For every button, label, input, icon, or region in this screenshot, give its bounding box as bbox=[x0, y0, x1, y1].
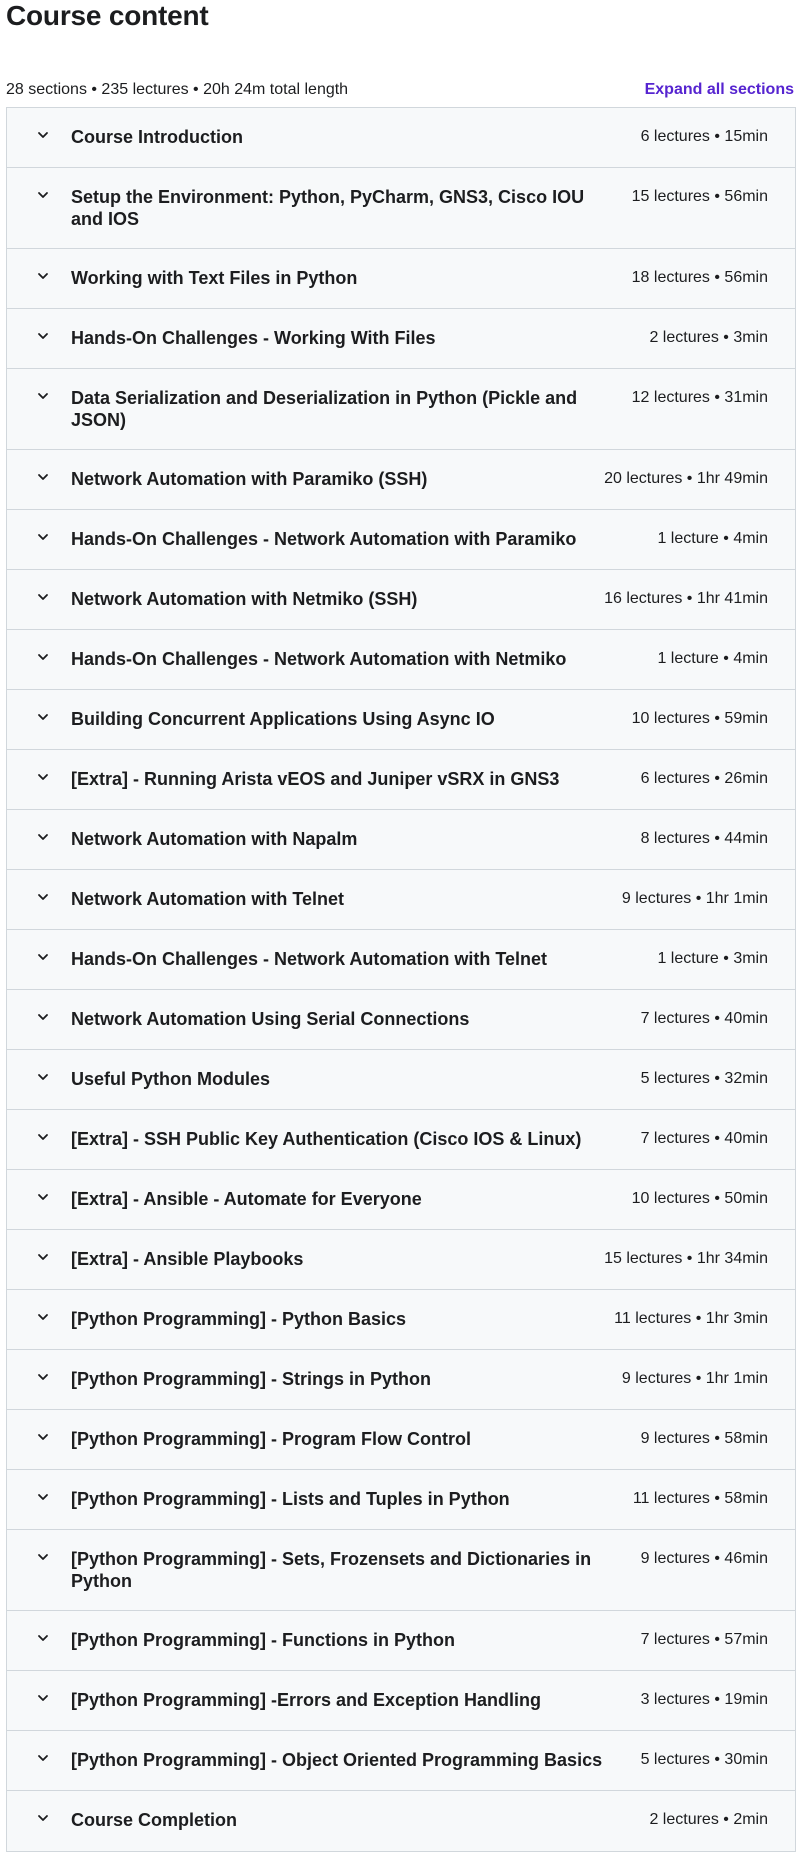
chevron-down-icon[interactable] bbox=[37, 330, 49, 342]
page-title: Course content bbox=[6, 0, 209, 31]
chevron-down-icon[interactable] bbox=[37, 1131, 49, 1143]
section-header[interactable] bbox=[7, 870, 795, 930]
section-header[interactable] bbox=[7, 1110, 795, 1170]
section-header[interactable] bbox=[7, 369, 795, 450]
chevron-down-icon[interactable] bbox=[37, 831, 49, 843]
chevron-down-icon[interactable] bbox=[37, 591, 49, 603]
chevron-down-icon[interactable] bbox=[37, 270, 49, 282]
section-header[interactable] bbox=[7, 1350, 795, 1410]
section-header[interactable] bbox=[7, 1671, 795, 1731]
chevron-down-icon[interactable] bbox=[37, 1491, 49, 1503]
chevron-down-icon[interactable] bbox=[37, 1311, 49, 1323]
section-header[interactable] bbox=[7, 450, 795, 510]
section-title: [Python Programming] - Strings in Python bbox=[71, 1369, 431, 1389]
chevron-down-icon[interactable] bbox=[37, 1812, 49, 1824]
section-title: Hands-On Challenges - Network Automation with Netmiko bbox=[71, 649, 567, 669]
section-meta: 6 lectures • 15min bbox=[640, 128, 768, 145]
section-meta: 15 lectures • 1hr 34min bbox=[604, 1250, 768, 1267]
course-summary-bar bbox=[6, 73, 800, 107]
section-header[interactable] bbox=[7, 990, 795, 1050]
section-title: [Python Programming] - Object Oriented Programming Basics bbox=[71, 1750, 603, 1770]
section-meta: 9 lectures • 1hr 1min bbox=[621, 890, 768, 907]
section-meta: 8 lectures • 44min bbox=[640, 830, 768, 847]
section-title: [Python Programming] - Python Basics bbox=[71, 1309, 407, 1329]
section-header[interactable] bbox=[7, 1791, 795, 1851]
section-title: Hands-On Challenges - Network Automation with Telnet bbox=[71, 949, 548, 969]
section-title: Hands-On Challenges - Working With Files bbox=[71, 328, 436, 348]
section-title: Data Serialization and Deserialization in Python (Pickle and JSON) bbox=[71, 388, 578, 430]
section-meta: 15 lectures • 56min bbox=[631, 188, 768, 205]
section-header[interactable] bbox=[7, 930, 795, 990]
chevron-down-icon[interactable] bbox=[37, 891, 49, 903]
section-title: [Extra] - Ansible - Automate for Everyone bbox=[71, 1189, 422, 1209]
section-header[interactable] bbox=[7, 1290, 795, 1350]
section-header[interactable] bbox=[7, 168, 795, 249]
section-header[interactable] bbox=[7, 630, 795, 690]
section-meta: 9 lectures • 1hr 1min bbox=[621, 1370, 768, 1387]
chevron-down-icon[interactable] bbox=[37, 711, 49, 723]
section-header[interactable] bbox=[7, 690, 795, 750]
section-title: [Python Programming] - Program Flow Control bbox=[71, 1429, 471, 1449]
section-meta: 6 lectures • 26min bbox=[640, 770, 768, 787]
chevron-down-icon[interactable] bbox=[37, 1692, 49, 1704]
section-title: Network Automation Using Serial Connections bbox=[71, 1009, 470, 1029]
section-title: [Python Programming] -Errors and Exception Handling bbox=[71, 1690, 542, 1710]
section-meta: 1 lecture • 3min bbox=[657, 950, 768, 967]
section-meta: 1 lecture • 4min bbox=[657, 530, 768, 547]
section-meta: 16 lectures • 1hr 41min bbox=[604, 590, 768, 607]
expand-all-sections-button[interactable]: Expand all sections bbox=[644, 81, 794, 98]
section-meta: 10 lectures • 50min bbox=[631, 1190, 768, 1207]
section-title: Course Introduction bbox=[71, 127, 243, 147]
section-meta: 20 lectures • 1hr 49min bbox=[604, 470, 768, 487]
section-meta: 2 lectures • 3min bbox=[649, 329, 768, 346]
chevron-down-icon[interactable] bbox=[37, 471, 49, 483]
section-meta: 12 lectures • 31min bbox=[631, 389, 768, 406]
section-header[interactable] bbox=[7, 810, 795, 870]
section-header[interactable] bbox=[7, 1470, 795, 1530]
chevron-down-icon[interactable] bbox=[37, 951, 49, 963]
section-title: Network Automation with Telnet bbox=[71, 889, 344, 909]
section-title: [Extra] - Running Arista vEOS and Juniper vSRX in GNS3 bbox=[71, 769, 560, 789]
section-header[interactable] bbox=[7, 1410, 795, 1470]
section-meta: 9 lectures • 46min bbox=[640, 1550, 768, 1567]
section-title: [Extra] - SSH Public Key Authentication (Cisco IOS & Linux) bbox=[71, 1129, 582, 1149]
chevron-down-icon[interactable] bbox=[37, 1752, 49, 1764]
chevron-down-icon[interactable] bbox=[37, 1371, 49, 1383]
course-summary: 28 sections • 235 lectures • 20h 24m total length bbox=[6, 81, 349, 98]
chevron-down-icon[interactable] bbox=[37, 129, 49, 141]
section-meta: 18 lectures • 56min bbox=[631, 269, 768, 286]
section-title: Network Automation with Paramiko (SSH) bbox=[71, 469, 428, 489]
section-header[interactable] bbox=[7, 1530, 795, 1611]
section-meta: 2 lectures • 2min bbox=[649, 1811, 768, 1828]
chevron-down-icon[interactable] bbox=[37, 1011, 49, 1023]
section-meta: 11 lectures • 58min bbox=[632, 1490, 768, 1507]
section-header[interactable] bbox=[7, 750, 795, 810]
section-title: Setup the Environment: Python, PyCharm, GNS3, Cisco IOU and IOS bbox=[71, 187, 585, 229]
section-header[interactable] bbox=[7, 1050, 795, 1110]
section-meta: 9 lectures • 58min bbox=[640, 1430, 768, 1447]
section-title: Working with Text Files in Python bbox=[71, 268, 358, 288]
chevron-down-icon[interactable] bbox=[37, 1431, 49, 1443]
section-meta: 5 lectures • 30min bbox=[640, 1751, 768, 1768]
section-header[interactable] bbox=[7, 570, 795, 630]
section-title: Hands-On Challenges - Network Automation with Paramiko bbox=[71, 529, 577, 549]
section-title: Network Automation with Napalm bbox=[71, 829, 358, 849]
chevron-down-icon[interactable] bbox=[37, 1632, 49, 1644]
section-meta: 10 lectures • 59min bbox=[631, 710, 768, 727]
section-meta: 11 lectures • 1hr 3min bbox=[614, 1310, 768, 1327]
sections-list bbox=[6, 107, 796, 1852]
chevron-down-icon[interactable] bbox=[37, 771, 49, 783]
section-title: [Python Programming] - Lists and Tuples in Python bbox=[71, 1489, 510, 1509]
section-meta: 7 lectures • 40min bbox=[640, 1130, 768, 1147]
section-meta: 5 lectures • 32min bbox=[640, 1070, 768, 1087]
section-header[interactable] bbox=[7, 1170, 795, 1230]
section-header[interactable] bbox=[7, 1230, 795, 1290]
section-title: Course Completion bbox=[71, 1810, 238, 1830]
section-title: Useful Python Modules bbox=[71, 1069, 271, 1089]
chevron-down-icon[interactable] bbox=[37, 1551, 49, 1563]
chevron-down-icon[interactable] bbox=[37, 651, 49, 663]
section-header[interactable] bbox=[7, 1731, 795, 1791]
section-meta: 3 lectures • 19min bbox=[640, 1691, 768, 1708]
section-meta: 1 lecture • 4min bbox=[657, 650, 768, 667]
chevron-down-icon[interactable] bbox=[37, 531, 49, 543]
section-title: [Extra] - Ansible Playbooks bbox=[71, 1249, 304, 1269]
chevron-down-icon[interactable] bbox=[37, 1191, 49, 1203]
chevron-down-icon[interactable] bbox=[37, 189, 49, 201]
section-header[interactable] bbox=[7, 510, 795, 570]
section-title: [Python Programming] - Sets, Frozensets and Dictionaries in Python bbox=[71, 1549, 592, 1591]
chevron-down-icon[interactable] bbox=[37, 1071, 49, 1083]
section-header[interactable] bbox=[7, 249, 795, 309]
section-header[interactable] bbox=[7, 108, 795, 168]
section-header[interactable] bbox=[7, 1611, 795, 1671]
section-meta: 7 lectures • 40min bbox=[640, 1010, 768, 1027]
section-meta: 7 lectures • 57min bbox=[640, 1631, 768, 1648]
chevron-down-icon[interactable] bbox=[37, 1251, 49, 1263]
section-title: Building Concurrent Applications Using Async IO bbox=[71, 709, 495, 729]
chevron-down-icon[interactable] bbox=[37, 390, 49, 402]
section-header[interactable] bbox=[7, 309, 795, 369]
section-title: [Python Programming] - Functions in Python bbox=[71, 1630, 455, 1650]
section-title: Network Automation with Netmiko (SSH) bbox=[71, 589, 418, 609]
